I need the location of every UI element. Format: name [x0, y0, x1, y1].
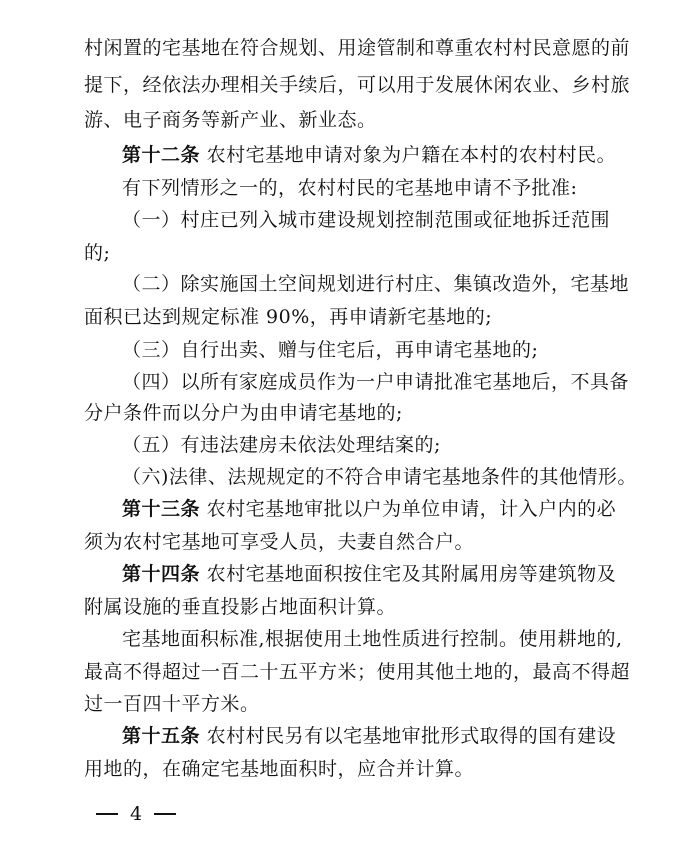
article-heading: 第十三条 [122, 498, 201, 520]
text-line [122, 139, 617, 171]
article-text: 农村宅基地审批以户为单位申请，计入户内的必 [206, 498, 617, 520]
text-line: （四）以所有家庭成员作为一户申请批准宅基地后，不具备 [122, 371, 630, 393]
text-line [122, 493, 617, 525]
text-line: 宅基地面积标准,根据使用土地性质进行控制。使用耕地的, [122, 628, 623, 650]
text-line: 提下，经依法办理相关手续后，可以用于发展休闲农业、乡村旅 [84, 74, 631, 96]
text-line: 分户条件而以分户为由申请宅基地的; [84, 402, 403, 424]
text-line: 须为农村宅基地可享受人员，夫妻自然合户。 [84, 531, 475, 553]
article-heading: 第十四条 [122, 563, 201, 585]
text-line: （三）自行出卖、赠与住宅后，再申请宅基地的; [122, 339, 539, 361]
text-line: （五）有违法建房未依法处理结案的; [122, 434, 441, 456]
text-line: （六)法律、法规规定的不符合申请宅基地条件的其他情形。 [122, 466, 637, 488]
text-line: 附属设施的垂直投影占地面积计算。 [84, 596, 397, 618]
text-line: 最高不得超过一百二十五平方米；使用其他土地的，最高不得超 [84, 661, 631, 683]
text-line: 的; [84, 242, 111, 264]
article-heading: 第十二条 [122, 144, 201, 166]
article-text: 农村村民另有以宅基地审批形式取得的国有建设 [206, 725, 617, 747]
text-line: 用地的，在确定宅基地面积时，应合并计算。 [84, 758, 475, 780]
text-line: （一）村庄已列入城市建设规划控制范围或征地拆迁范围 [122, 209, 610, 231]
text-line: 面积已达到规定标准 90%，再申请新宅基地的; [84, 306, 493, 328]
page-footer [96, 796, 176, 832]
text-line [122, 558, 617, 590]
footer-dash-right [154, 813, 176, 815]
text-line: （二）除实施国土空间规划进行村庄、集镇改造外，宅基地 [122, 273, 630, 295]
article-text: 农村宅基地申请对象为户籍在本村的农村村民。 [206, 144, 617, 166]
text-line: 村闲置的宅基地在符合规划、用途管制和尊重农村村民意愿的前 [84, 37, 631, 59]
text-line [122, 720, 617, 752]
text-line: 游、电子商务等新产业、新业态。 [84, 109, 377, 131]
page-number: 4 [130, 803, 143, 825]
article-text: 农村宅基地面积按住宅及其附属用房等建筑物及 [206, 563, 617, 585]
text-line: 有下列情形之一的，农村村民的宅基地申请不予批准: [122, 177, 578, 199]
article-heading: 第十五条 [122, 725, 201, 747]
footer-dash-left [96, 813, 118, 815]
text-line: 过一百四十平方米。 [84, 693, 260, 715]
